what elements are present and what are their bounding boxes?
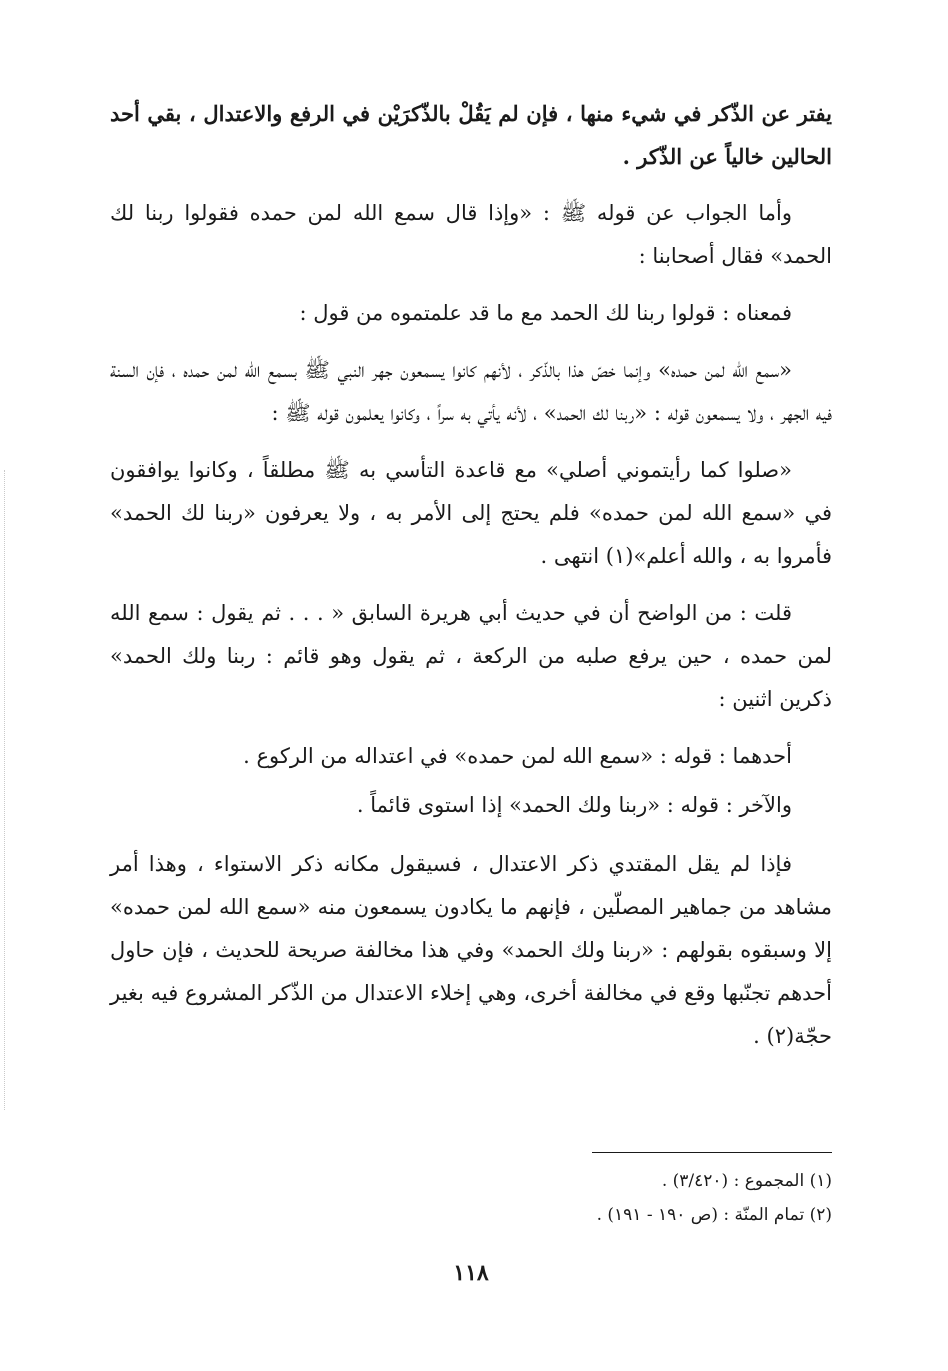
scan-edge-line: [4, 470, 5, 1110]
footnote-2: (٢) تمام المنّة : (ص ١٩٠ - ١٩١) .: [596, 1205, 832, 1225]
paragraph-conclusion: فإذا لم يقل المقتدي ذكر الاعتدال ، فسيقول مكانه ذكر الاستواء ، وهذا أمر مشاهد من جماهير المصلّين ، فإنهم ما يكادون يسمعون منه «سمع الله لمن حمده» إلا وسبقوه بقولهم : «ربنا ولك الحمد» وفي هذا مخالفة صريحة للحديث ، فإن حاول أحدهم تجنّبها وقع في مخالفة أخرى، وهي إخلاء الاعتدال من الذّكر المشروع فيه بغير حجّة(٢) .: [110, 852, 832, 1048]
paragraph-sami-allah: «سمع الله لمن حمده» وإنما خصّ هذا بالذّكر ، لأنهم كانوا يسمعون جهر النبي ﷺ بسمع الله لمن حمده ، فإن السنة فيه الجهر ، ولا يسمعون قوله : «ربنا لك الحمد» ، لأنه يأتي به سراً ، وكانوا يعلمون قوله ﷺ :: [110, 358, 832, 425]
book-page: [110, 92, 832, 1332]
paragraph-i-said: قلت : من الواضح أن في حديث أبي هريرة السابق « . . . ثم يقول : سمع الله لمن حمده ، حين يرفع صلبه من الركعة ، ثم يقول وهو قائم : ربنا ولك الحمد» ذكرين اثنين :: [110, 601, 832, 711]
paragraph-pray-as-you-saw: «صلوا كما رأيتموني أصلي» مع قاعدة التأسي به ﷺ مطلقاً ، وكانوا يوافقون في «سمع الله لمن حمده» فلم يحتج إلى الأمر به ، ولا يعرفون «ربنا لك الحمد» فأمروا به ، والله أعلم»(١) انتهى .: [110, 458, 832, 568]
paragraph-second-dhikr: والآخر : قوله : «ربنا ولك الحمد» إذا استوى قائماً .: [356, 793, 792, 817]
paragraph-opening: يفتر عن الذّكر في شيء منها ، فإن لم يَقُلْ بالذّكرَيْن في الرفع والاعتدال ، بقي أحد الحالين خالياً عن الذّكر .: [110, 101, 832, 169]
page-number: ١١٨: [453, 1260, 489, 1286]
footnote-divider: [592, 1152, 832, 1153]
footnote-1: (١) المجموع : (٣/٤٢٠) .: [661, 1171, 832, 1191]
paragraph-meaning: فمعناه : قولوا ربنا لك الحمد مع ما قد علمتموه من قول :: [299, 301, 792, 325]
paragraph-answer: وأما الجواب عن قوله ﷺ : «وإذا قال سمع الله لمن حمده فقولوا ربنا لك الحمد» فقال أصحابنا :: [110, 201, 832, 268]
paragraph-first-dhikr: أحدهما : قوله : «سمع الله لمن حمده» في اعتداله من الركوع .: [243, 744, 792, 768]
footnotes: [110, 1164, 832, 1232]
